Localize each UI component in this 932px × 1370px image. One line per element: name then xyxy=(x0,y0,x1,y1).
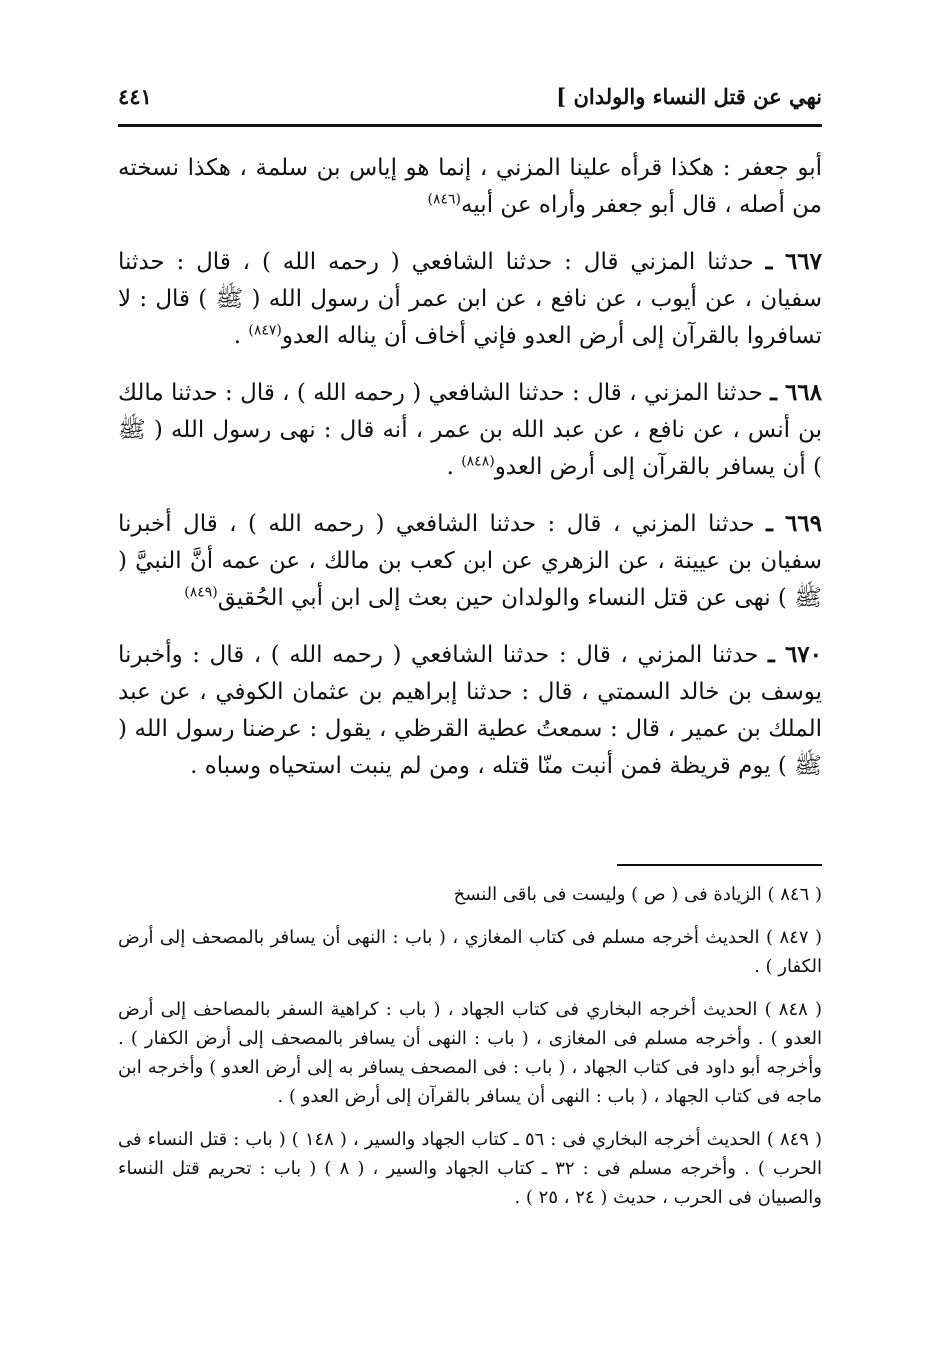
footnote-848: ( ٨٤٨ ) الحديث أخرجه البخاري فى كتاب الجهاد ، ( باب : كراهية السفر بالمصاحف إلى أرض العدو ) . وأخرجه مسلم فى المغازى ، ( باب : النهى أن يسافر بالمصحف إلى أرض الكفار ) . وأخرجه أبو داود فى كتاب الجهاد ، ( باب : فى المصحف يسافر به إلى أرض العدو ) وأخرجه ابن ماجه فى كتاب الجهاد ، ( باب : النهى أن يسافر بالقرآن إلى أرض العدو ) . xyxy=(118,999,822,1107)
footnote-849: ( ٨٤٩ ) الحديث أخرجه البخاري فى : ٥٦ ـ كتاب الجهاد والسير ، ( ١٤٨ ) ( باب : قتل النساء فى الحرب ) . وأخرجه مسلم فى : ٣٢ ـ كتاب الجهاد والسير ، ( ٨ ) ( باب : تحريم قتل النساء والصبيان فى الحرب ، حديث ( ٢٤ ، ٢٥ ) . xyxy=(118,1129,823,1208)
main-text xyxy=(118,150,822,804)
hadith-667 xyxy=(118,243,822,355)
hadith-number: ٦٦٩ ـ xyxy=(766,510,822,537)
paragraph-text: حدثنا المزني ، قال : حدثنا الشافعي ( رحمه الله ) ، قال : وأخبرنا يوسف بن خالد السمتي ، قال : حدثنا إبراهيم بن عثمان الكوفي ، عن عبد الملك بن عمير ، قال : سمعتُ عطية القرظي ، يقول : عرضنا رسول الله ( ﷺ ) يوم قريظة فمن أنبت منّا قتله ، ومن لم ينبت استحياه وسباه . xyxy=(118,642,822,779)
paragraph-text: حدثنا المزني قال : حدثنا الشافعي ( رحمه الله ) ، قال : حدثنا سفيان ، عن أيوب ، عن نافع ، عن ابن عمر أن رسول الله ( ﷺ ) قال : لا تسافروا بالقرآن إلى أرض العدو فإني أخاف أن يناله العدو xyxy=(118,249,822,349)
hadith-number: ٦٦٨ ـ xyxy=(770,379,822,406)
paragraph-tail: . xyxy=(446,454,462,480)
page-header xyxy=(118,78,822,127)
paragraph-intro xyxy=(118,150,822,224)
footnote-ref: (٨٤٦) xyxy=(427,191,462,208)
footnotes xyxy=(118,880,822,1226)
hadith-670 xyxy=(118,636,822,785)
footnote-ref: (٨٤٩) xyxy=(184,584,218,601)
paragraph-text: حدثنا المزني ، قال : حدثنا الشافعي ( رحمه الله ) ، قال : حدثنا مالك بن أنس ، عن نافع ، عن عبد الله بن عمر ، أنه قال : نهى رسول الله ( ﷺ ) أن يسافر بالقرآن إلى أرض العدو xyxy=(118,380,822,480)
footnote-ref: (٨٤٨) xyxy=(461,453,495,470)
hadith-668 xyxy=(118,374,822,486)
footnote-ref: (٨٤٧) xyxy=(248,322,282,339)
footnote-847: ( ٨٤٧ ) الحديث أخرجه مسلم فى كتاب المغازي ، ( باب : النهى أن يسافر بالمصحف إلى أرض الكفار ) . xyxy=(118,927,822,977)
page-number: ٤٤١ xyxy=(118,84,152,109)
hadith-number: ٦٧٠ ـ xyxy=(767,641,823,668)
hadith-number: ٦٦٧ ـ xyxy=(765,248,822,275)
running-title: نهي عن قتل النساء والولدان ] xyxy=(556,84,822,109)
footnote-846: ( ٨٤٦ ) الزيادة فى ( ص ) وليست فى باقى النسخ xyxy=(453,884,822,905)
footnote-divider xyxy=(617,864,822,866)
paragraph-text: حدثنا المزني ، قال : حدثنا الشافعي ( رحمه الله ) ، قال أخبرنا سفيان بن عيينة ، عن الزهري عن ابن كعب بن مالك ، عن عمه أنَّ النبيَّ ( ﷺ ) نهى عن قتل النساء والولدان حين بعث إلى ابن أبي الحُقيق xyxy=(118,511,822,611)
paragraph-text: أبو جعفر : هكذا قرأه علينا المزني ، إنما هو إياس بن سلمة ، هكذا نسخته من أصله ، قال أبو جعفر وأراه عن أبيه xyxy=(118,155,822,218)
paragraph-tail: . xyxy=(233,323,249,349)
hadith-669 xyxy=(118,505,822,617)
